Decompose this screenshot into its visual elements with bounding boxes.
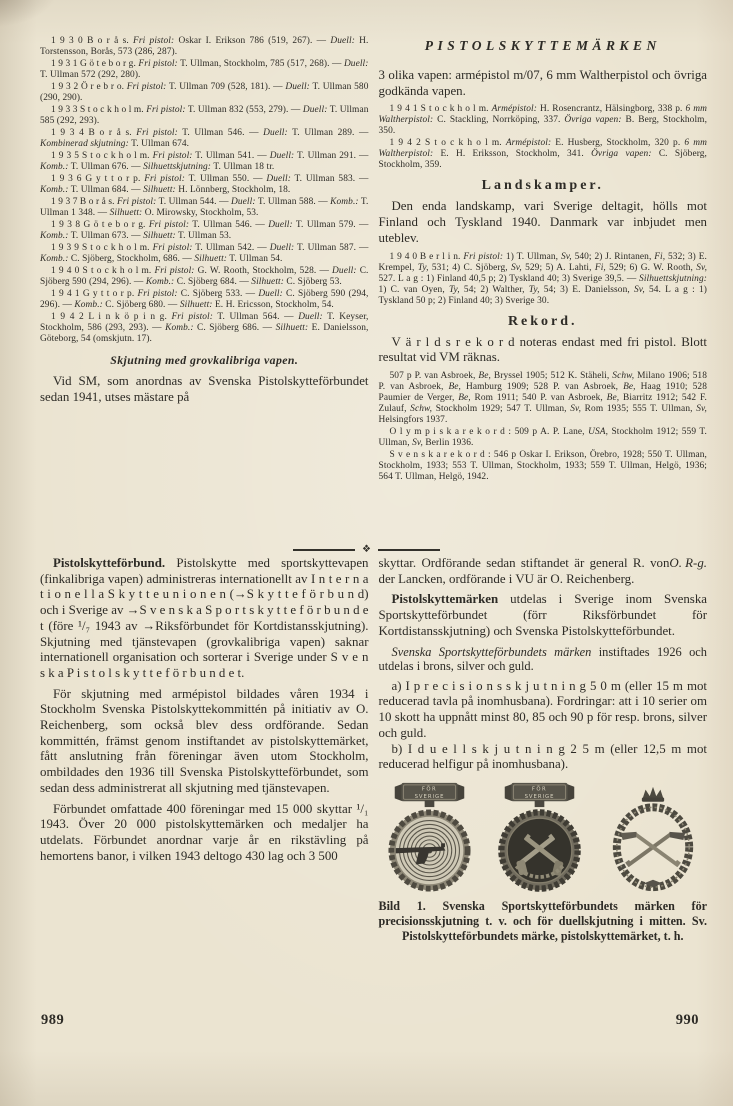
svg-text:FÖR: FÖR — [531, 786, 547, 793]
bottom-left-column — [40, 556, 369, 943]
top-left-column — [40, 36, 369, 542]
championship-entry: 1 9 3 2 Ö r e b r o. Fri pistol: T. Ullman 709 (528, 181). — Duell: T. Ullman 580 (290, 290). — [40, 82, 369, 103]
duel-requirements-paragraph: b) I d u e l l s k j u t n i n g 2 5 m (eller 12,5 m mot reducerad helfigur på inomhusbana). — [378, 741, 707, 772]
rekord-entries — [379, 371, 708, 483]
rekord-entry: S v e n s k a r e k o r d : 546 p Oskar I. Erikson, Örebro, 1928; 550 T. Ullman, Stockholm, 1933; 553 T. Ullman, Stockholm, 1933; 559 T. Ullman, Helgö, 1936; 564 T. Ullman, Helgö, 1942. — [378, 449, 707, 482]
svg-text:SVERIGE: SVERIGE — [414, 793, 444, 800]
vid-sm-paragraph: Vid SM, som anordnas av Svenska Pistolskytteförbundet sedan 1941, utses mästare på — [40, 374, 369, 404]
running-head: PISTOLSKYTTEMÄRKEN — [424, 38, 661, 53]
duel-badge-image — [491, 781, 588, 893]
sm-grov-entry: 1 9 4 2 S t o c k h o l m. Armépistol: E. Husberg, Stockholm, 320 p. 6 mm Waltherpistol: E. H. Eriksson, Stockholm, 341. Övriga vapen: C. Sjöberg, Stockholm, 359. — [378, 138, 707, 171]
sm-grov-entry: 1 9 4 1 S t o c k h o l m. Armépistol: H. Rosencrantz, Hälsingborg, 338 p. 6 mm Waltherpistol: C. Stackling, Norrköping, 337. Övriga vapen: B. Berg, Stockholm, 350. — [378, 104, 707, 137]
landskamper-entry: 1 9 4 0 B e r l i n. Fri pistol: 1) T. Ullman, Sv, 540; 2) J. Rintanen, Fi, 532; 3) E. Krempel, Ty, 531; 4) C. Sjöberg, Sv, 529; 5) A. Lahti, Fi, 529; 6) G. W. Rooth, Sv, 527. L a g : 1) Finland 40,5 p; 2) Tyskland 40; 3) Sverige 39,5. — Silhuettskjutning: 1) C. van Oyen, Ty, 54; 2) Walther, Ty, 54; 3) E. Danielsson, Sv, 54. L a g : 1) Tyskland 50 p; 2) Finland 40; 3) Sverige 30. — [378, 251, 707, 306]
section-divider — [0, 545, 733, 555]
article-paragraph: Förbundet omfattade 400 föreningar med 15 000 skyttar ¹/₁ 1943. Över 20 000 pistolskyttemärken och medaljer ha utdelats. Förbundet anordnar varje år en rikstävling på hemortens banor, i vilken 1943 deltogo 430 lag och 3 500 — [40, 801, 369, 863]
rekord-heading: Rekord. — [507, 313, 578, 329]
divider-rule-right — [378, 549, 440, 551]
results-section — [40, 36, 707, 542]
championship-entry: 1 9 3 4 B o r å s. Fri pistol: T. Ullman 546. — Duell: T. Ullman 289. — Kombinerad skjutning: T. Ullman 674. — [40, 128, 369, 149]
continuation-text: skyttar. Ordförande sedan stiftandet är general R. von der Lancken, ordförande i VU är O. Reichenberg. — [378, 556, 670, 586]
rekord-entry: 507 p P. van Asbroek, Be, Bryssel 1905; 512 K. Stäheli, Schw, Milano 1906; 518 P. van Asbroek, Be, Hamburg 1909; 528 P. van Asbroek, Be, Haag 1910; 528 Paumier de Verger, Be, Rom 1911; 540 P. van Asbroek, Be, Biarritz 1912; 542 F. Zulauf, Schw, Stockholm 1929; 547 T. Ullman, Sv, Rom 1935; 555 T. Ullman, Sv, Helsingfors 1937. — [378, 370, 707, 425]
precision-requirements-paragraph: a) I p r e c i s i o n s s k j u t n i n g 5 0 m (eller 15 m mot reducerad tavla på inomhusbana). Fordringar: att i 10 serier om 10 skott ha uppnått minst 80, 85 och 90 p för resp. brons, silver och guld. — [378, 678, 707, 740]
championship-entry: 1 9 3 9 S t o c k h o l m. Fri pistol: T. Ullman 542. — Duell: T. Ullman 587. — Komb.: C. Sjöberg, Stockholm, 686. — Silhuett: T. Ullman 54. — [40, 243, 369, 264]
svg-text:FÖR: FÖR — [421, 786, 437, 793]
championship-entry: 1 9 3 5 S t o c k h o l m. Fri pistol: T. Ullman 541. — Duell: T. Ullman 291. — Komb.: T. Ullman 676. — Silhuettskjutning: T. Ullman 18 tr. — [40, 151, 369, 172]
divider-rule-left — [293, 549, 355, 551]
page-number-left: 989 — [41, 1012, 65, 1028]
championship-entry: 1 9 3 0 B o r å s. Fri pistol: Oskar I. Erikson 786 (519, 267). — Duell: H. Torstensson, Borås, 573 (286, 287). — [40, 36, 369, 57]
landskamper-heading: Landskamper. — [481, 178, 604, 194]
bottom-right-column — [379, 556, 708, 943]
svg-text:SVERIGE: SVERIGE — [524, 793, 555, 800]
championship-entry: 1 9 3 1 G ö t e b o r g. Fri pistol: T. Ullman, Stockholm, 785 (517, 268). — Duell: T. Ullman 572 (292, 280). — [40, 59, 369, 80]
championship-entry: 1 9 4 0 S t o c k h o l m. Fri pistol: G. W. Rooth, Stockholm, 528. — Duell: C. Sjöberg 590 (294, 296). — Komb.: C. Sjöberg 684. — Silhuett: C. Sjöberg 53. — [40, 266, 369, 287]
figure-caption: Bild 1. Svenska Sportskytteförbundets märken för precisionsskjutning t. v. och för duellskjutning i mitten. Sv. Pistolskytteförbundets märke, pistolskyttemärket, t. h. — [378, 898, 707, 943]
championship-entry: 1 9 3 6 G y t t o r p. Fri pistol: T. Ullman 550. — Duell: T. Ullman 583. — Komb.: T. Ullman 684. — Silhuett: H. Lönnberg, Stockholm, 18. — [40, 174, 369, 195]
rekord-entry: O l y m p i s k a r e k o r d : 509 p A. P. Lane, USA, Stockholm 1912; 559 T. Ullman, Sv, Berlin 1936. — [378, 426, 707, 448]
championship-entry: 1 9 3 3 S t o c k h o l m. Fri pistol: T. Ullman 832 (553, 279). — Duell: T. Ullman 585 (292, 293). — [40, 105, 369, 126]
grovkalibriga-subheading: Skjutning med grovkalibriga vapen. — [110, 353, 299, 367]
svenska-marken-paragraph: Svenska Sportskytteförbundets märken instiftades 1926 och utdelas i brons, silver och guld. — [378, 644, 707, 674]
sm-grov-entries — [379, 104, 708, 171]
championship-entry: 1 9 3 7 B o r å s. Fri pistol: T. Ullman 544. — Duell: T. Ullman 588. — Komb.: T. Ullman 1 348. — Silhuett: O. Mirowsky, Stockholm, 53. — [40, 197, 369, 218]
article-section — [40, 556, 707, 943]
weapons-continuation-paragraph: 3 olika vapen: armépistol m/07, 6 mm Waltherpistol och övriga godkända vapen. — [378, 68, 707, 98]
championship-entries — [40, 36, 369, 345]
landskamper-intro: Den enda landskamp, vari Sverige deltagit, hölls mot Finland och Tyskland 1940. Danmark var inbjudet men uteblev. — [378, 199, 707, 245]
article-paragraph: För skjutning med armépistol bildades våren 1934 i Stockholm Svenska Pistolskyttekommittén på initiativ av O. Reichenberg, som också blev dess ordförande. Sedan kommittén, främst genom instiftandet av pistolskyttemärket, fått anslutning från föreningar även utom Stockholm, ombildades den 1936 till Svenska Pistolskytteförbundet, som sedan dess administrerat all skjutning med tjänstevapen. — [40, 686, 369, 795]
divider-ornament-icon: ❖ — [362, 544, 371, 555]
page-number-right: 990 — [675, 1012, 699, 1028]
rekord-intro: V ä r l d s r e k o r d noteras endast med fri pistol. Blott resultat vid VM räknas. — [378, 334, 707, 365]
championship-entry: 1 9 4 2 L i n k ö p i n g. Fri pistol: T. Ullman 564. — Duell: T. Keyser, Stockholm, 586 (293, 293). — Komb.: C. Sjöberg 686. — Silhuett: E. Danielsson, Göteborg, 54 (omskjutn. 17). — [40, 312, 369, 344]
pistolskytteforbund-paragraphs — [40, 556, 369, 864]
precision-badge-image — [381, 781, 478, 893]
top-right-column — [379, 36, 708, 542]
article-paragraph: Pistolskytteförbund. Pistolskytte med sportskyttevapen (finkalibriga vapen) administreras internationellt av I n t e r n a t i o n e l l a S k y t t e u n i o n e n (→S k y t t e f ö r b u n d) och i Sverige av →S v e n s k a S p o r t s k y t t e f ö r b u n d e t (före ¹/₇ 1943 av →Riksförbundet för Kortdistansskjutning). Skjutning med tjänstevapen (grovkalibriga vapen) saknar internationell organisation och sorterar i Sverige under S v e n s k a P i s t o l s k y t t e f ö r b u n d e t. — [40, 556, 369, 680]
pistol-badge-image — [601, 781, 705, 893]
badge-photos — [381, 781, 706, 893]
championship-entry: 1 9 3 8 G ö t e b o r g. Fri pistol: T. Ullman 546. — Duell: T. Ullman 579. — Komb.: T. Ullman 673. — Silhuett: T. Ullman 53. — [40, 220, 369, 241]
continuation-paragraph — [379, 556, 708, 587]
pistolskyttemarken-paragraph: Pistolskyttemärken utdelas i Sverige inom Svenska Sportskytteförbundet (förr Riksförbundet för Kortdistansskjutning) och Svenska Pistolskytteförbundet. — [378, 592, 707, 638]
author-signature: O. R-g. — [669, 556, 707, 570]
championship-entry: 1 9 4 1 G y t t o r p. Fri pistol: C. Sjöberg 533. — Duell: C. Sjöberg 590 (294, 296). — Komb.: C. Sjöberg 680. — Silhuett: E. H. Ericsson, Stockholm, 54. — [40, 289, 369, 310]
